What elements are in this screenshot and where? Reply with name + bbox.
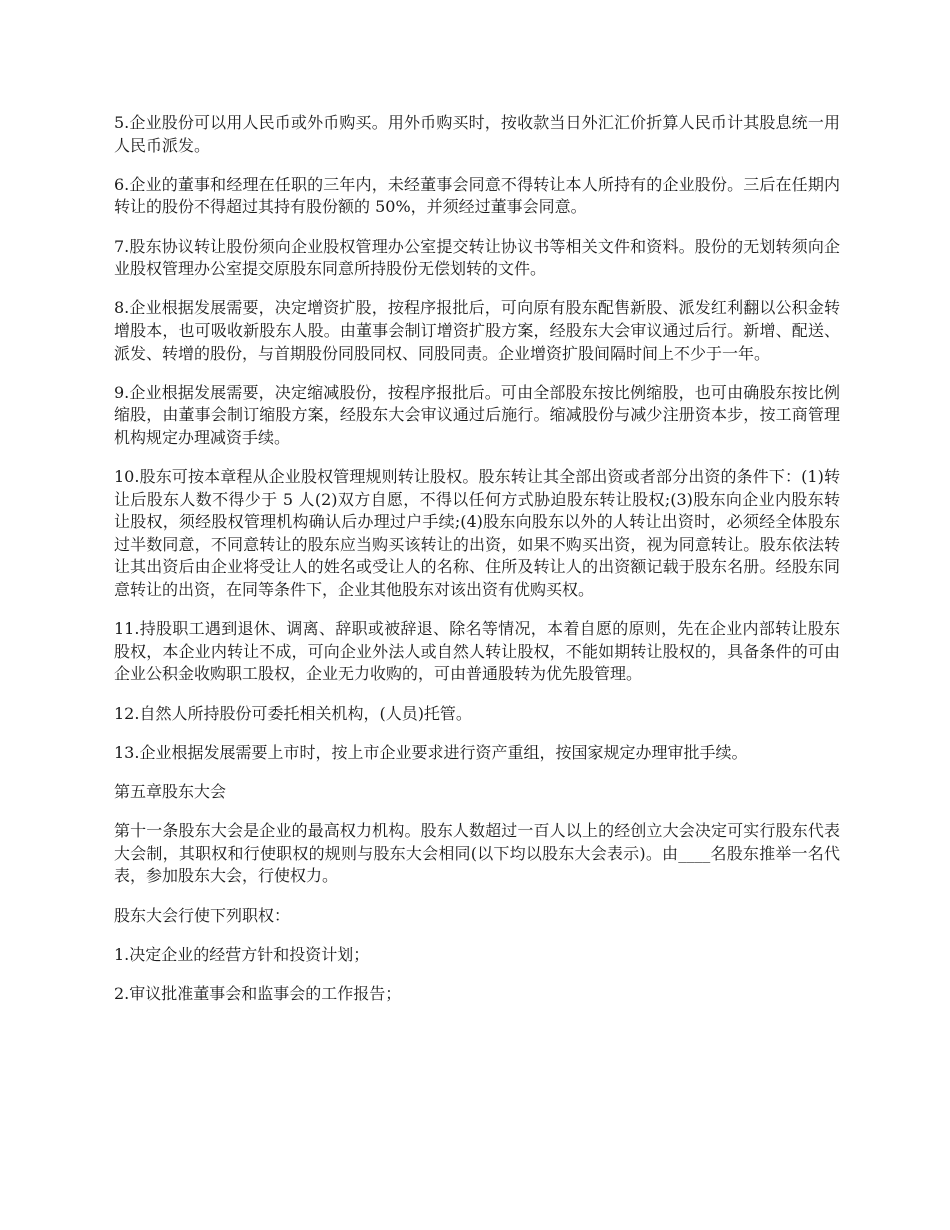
paragraph-item-5: 5.企业股份可以用人民币或外币购买。用外币购买时，按收款当日外汇汇价折算人民币计其股息统一用人民币派发。 <box>114 113 840 155</box>
document-body <box>114 112 840 1022</box>
article-11-paragraph: 第十一条股东大会是企业的最高权力机构。股东人数超过一百人以上的经创立大会决定可实行股东代表大会制，其职权和行使职权的规则与股东大会相同(以下均以股东大会表示)。由____名股东推举一名代表，参加股东大会，行使权力。 <box>114 821 840 886</box>
paragraph-item-8: 8.企业根据发展需要，决定增资扩股，按程序报批后，可向原有股东配售新股、派发红利翻以公积金转增股本，也可吸收新股东人股。由董事会制订增资扩股方案，经股东大会审议通过后行。新增、配送、派发、转增的股份，与首期股份同股同权、同股同责。企业增资扩股间隔时间上不少于一年。 <box>114 298 840 363</box>
power-item-2: 2.审议批准董事会和监事会的工作报告； <box>114 983 402 1003</box>
paragraph-item-7: 7.股东协议转让股份须向企业股权管理办公室提交转让协议书等相关文件和资料。股份的无划转须向企业股权管理办公室提交原股东同意所持股份无偿划转的文件。 <box>114 236 840 279</box>
powers-intro: 股东大会行使下列职权： <box>114 905 291 925</box>
power-item-1: 1.决定企业的经营方针和投资计划； <box>114 944 370 964</box>
paragraph-item-6: 6.企业的董事和经理在任职的三年内，未经董事会同意不得转让本人所持有的企业股份。三后在任期内转让的股份不得超过其持有股份额的 50%，并须经过董事会同意。 <box>114 174 840 217</box>
paragraph-item-9: 9.企业根据发展需要，决定缩减股份，按程序报批后。可由全部股东按比例缩股，也可由确股东按比例缩股，由董事会制订缩股方案，经股东大会审议通过后施行。缩减股份与减少注册资本步，按工商管理机构规定办理减资手续。 <box>114 382 840 447</box>
paragraph-item-11: 11.持股职工遇到退休、调离、辞职或被辞退、除名等情况，本着自愿的原则，先在企业内部转让股东股权，本企业内转让不成，可向企业外法人或自然人转让股权，不能如期转让股权的，具备条件的可由企业公积金收购职工股权，企业无力收购的，可由普通股转为优先股管理。 <box>114 619 840 684</box>
paragraph-item-12: 12.自然人所持股份可委托相关机构，(人员)托管。 <box>114 703 472 723</box>
paragraph-item-10: 10.股东可按本章程从企业股权管理规则转让股权。股东转让其全部出资或者部分出资的条件下：(1)转让后股东人数不得少于 5 人(2)双方自愿，不得以任何方式胁迫股东转让股权;(3)股东向企业内股东转让股权，须经股权管理机构确认后办理过户手续;(4)股东向股东以外的人转让出资时，必须经全体股东过半数同意，不同意转让的股东应当购买该转让的出资，如果不购买出资，视为同意转让。股东依法转让其出资后由企业将受让人的姓名或受让人的名称、住所及转让人的出资额记载于股东名册。经股东同意转让的出资，在同等条件下，企业其他股东对该出资有优购买权。 <box>114 467 840 600</box>
paragraph-item-13: 13.企业根据发展需要上市时，按上市企业要求进行资产重组，按国家规定办理审批手续。 <box>114 742 748 762</box>
chapter-heading: 第五章股东大会 <box>114 782 227 801</box>
